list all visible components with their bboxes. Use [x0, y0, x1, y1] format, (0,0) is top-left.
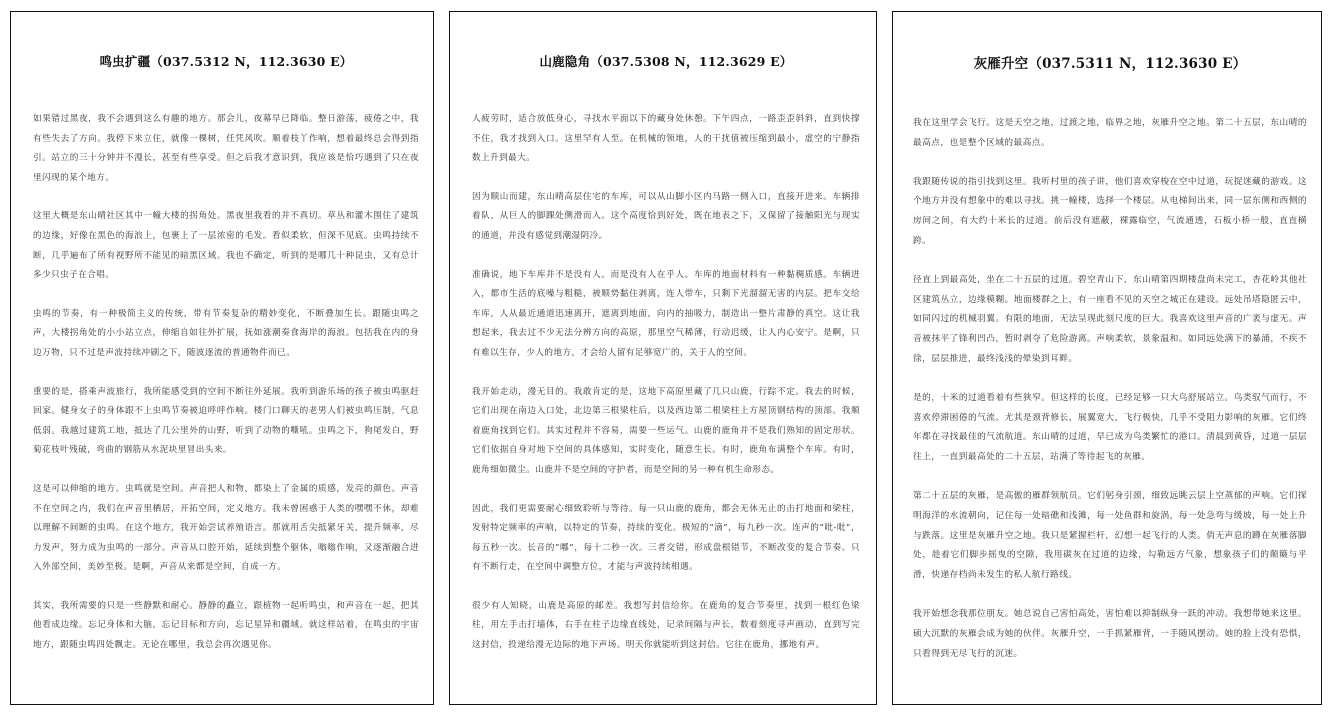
paragraph: 人疲劳时，适合放低身心，寻找水平面以下的藏身处休憩。下午四点，一路歪歪斜斜，直到快撑不住，我才找到入口。这里罕有人至。在机械的领地，人的干扰值被压缩到最小，虚空的宁静指数上升到最大。 — [472, 114, 860, 164]
paragraph: 其实，我所需要的只是一些静默和耐心。静静的矗立，跟植物一起听鸣虫，和声音在一起，把其他看成边缘。忘记身体和大脑，忘记目标和方向，忘记星异和疆域。就这样站着，在鸣虫的宇宙地方，跟随虫鸣四处飘走。无论在哪里，我总会再次遇见你。 — [33, 600, 419, 651]
paragraph: 我开始想念我那位朋友。她总说自己害怕高处，害怕难以抑制纵身一跃的冲动。我想带她来这里。硕大沉默的灰雁会成为她的伙伴。灰雁升空，一手抓紧雁背，一手随风摆动。她的脸上没有恐惧，只看得到无尽飞行的沉迷。 — [913, 608, 1307, 659]
paragraph: 径直上到最高处，坐在二十五层的过道。碧空青山下，东山晴第四期楼盘尚未完工，杏花岭其他社区建筑丛立，边缘模糊。地面楼群之上，有一座看不见的天空之城正在建设。远处吊塔隐匿云中，如同闪过的机械羽翼。有限的地面，无法呈现此刻尺度的巨大。我喜欢这里声音的广袤与虚无。声音被抹平了锋利凹凸，暂时剥夺了危险游离。声响柔软，景象温和。如同远处满下的暴涌，不疾不徐，层层推进，最终浅浅的晕染到耳畔。 — [913, 274, 1307, 364]
paragraph: 我开始走动，漫无目的。我敢肯定的是，这地下高原里藏了几只山鹿，行踪不定。我去的时候，它们出现在南边入口处，北边第三根梁柱后，以及西边第二根梁柱上方屋顶钢结构的顶部。我顺着鹿角找到它们。其实过程并不容易，需要一些运气。山鹿的鹿角并不是我们熟知的固定形状。它们依据自身对地下空间的具体感知，实时变化，随意生长。有时，鹿角布满整个车库。有时，鹿角细如微尘。山鹿并不是空间的守护者，而是空间的另一种有机生命形态。 — [472, 386, 860, 475]
page-title: 山鹿隐角（037.5308 N，112.3629 E） — [539, 54, 793, 69]
paragraph: 这是可以伸缩的地方。虫鸣就是空间。声音把人和物，都染上了金属的质感，发亮的颜色。声音不在空间之内，我们在声音里栖居，开拓空间，定义地方。我未曾困惑于人类的嘿嘿不休，却难以理解不间断的虫鸣。在这个地方，我开始尝试养殖语言。那就用舌尖抵紧牙关，提升频率，尽力发声，努力成为虫鸣的一部分。声音从口腔开始，延续到整个躯体，嗡嗡作响，又逐渐融合进入外部空间，美妙至极。是啊，声音从来都是空间，自成一方。 — [33, 483, 419, 573]
page-title: 灰雁升空（037.5311 N，112.3630 E） — [973, 56, 1247, 72]
paragraph: 这里大概是东山晴社区其中一幢大楼的拐角处。黑夜里我看的并不真切。草丛和灌木围住了建筑的边缘，好像在黑色的海浪上，包裹上了一层浓密的毛发。看似柔软，但深不见底。虫鸣持续不断，几乎遍布了所有视野所不能见的暗黑区域。我也不确定，听到的是哪几十种昆虫，又有总计多少只虫子在合唱。 — [33, 211, 419, 281]
paragraph: 如果错过黑夜，我不会遇到这么有趣的地方。那会儿，夜幕早已降临。整日游荡，疲倦之中，我有些失去了方向。我停下来立住，就像一棵树，任凭风吹。顺着枝丫作响，想着最终总会得到指引。站立的三十分钟并不漫长，甚至有些享受。但之后我才意识到，我应该是恰巧遇到了只在夜里闪现的某个地方。 — [33, 114, 419, 183]
paragraph: 是的，十米的过道看着有些狭窄。但这样的长度，已经足够一只大鸟舒展站立。鸟类驭气而行，不喜欢停滞困倦的气流。尤其是颈背修长，展翼宽大，飞行极快，几乎不受阻力影响的灰雁。它们终年都在寻找最佳的气流航道。东山晴的过道，早已成为鸟类繁忙的港口。清晨到黄昏，过道一层层往上，一直到最高处的二十五层，站满了等待起飞的灰雁。 — [913, 392, 1307, 463]
paragraph: 我跟随传说的指引找到这里。我听村里的孩子讲，他们喜欢穿梭在空中过道，玩捉迷藏的游戏。这个地方并没有想象中的难以寻找。挑一幢楼，选择一个楼层。从电梯间出来，同一层东侧和西侧的房间之间，有大约十米长的过道。前后没有遮蔽，裸露临空，气流通透，石板小桥一般，直直横跨。 — [913, 176, 1307, 246]
paragraph: 很少有人知晓，山鹿是高原的邮差。我想写封信给你。在鹿角的复合节奏里，找到一根红色梁柱，用左手击打墙体，右手在柱子边缘直线处，记录间隔与声长，数着刻度寻声画动，直到写完这封信，投递给漫无边际的地下声场。明天你就能听到这封信。它往在鹿角，挪地有声。 — [472, 600, 860, 651]
page-title: 鸣虫扩疆（037.5312 N，112.3630 E） — [99, 54, 353, 69]
paragraph: 重要的是，搭乘声波旅行，我所能感受到的空间不断往外延展。我听到游乐场的孩子被虫鸣驱赶回家。健身女子的身体跟不上虫鸣节奏被迫呼呼作响。楼门口聊天的老男人们被虫鸣压制，气息低弱。我越过建筑工地，抵达了几公里外的山野，听到了动物的嘶吼。虫鸣之下，狗尾发白，野菊花枝叶残破，弯曲的钢筋从水泥块里冒出头来。 — [33, 386, 419, 456]
paragraph: 因为顺山而建，东山晴高层住宅的车库，可以从山脚小区内马路一侧入口，直接开进来。车辆排着队，从巨人的脚踝处侧滑而入。这个高度恰到好处，既在地表之下，又保留了接触阳光与现实的通道，并没有感觉到潮湿阴冷。 — [472, 191, 860, 241]
document-page-1 — [10, 11, 434, 705]
paragraph: 因此，我们更需要耐心细致聆听与等待。每一只山鹿的鹿角，都会无休无止的击打地面和梁柱，发射特定频率的声响，以特定的节奏，持续的变化。极短的“滴”，每九秒一次。连声的“吡-吡”，每五秒一次。长音的“嘟”，每十二秒一次。三者交错，形成盘根错节，不断改变的复合节奏。只有不断行走，在空间中调整方位，才能与声波持续相遇。 — [472, 503, 860, 573]
paragraph: 准确说，地下车库并不是没有人。而是没有人在乎人。车库的地面材料有一种黏稠质感。车辆进入，都市生活的底噪与粗糙，被顺势黏住剥离，连人带车，只剩下光溜溜无害的内层。把车交给车库，人从最近通道迅速离开，遮离到地面，向内的抽吸力，制造出一整片肃静的真空。这让我想起来，我去过不少无法分辨方向的高原，那里空气稀薄，行动迟缓，让人内心安宁。是啊，只有难以生存，少人的地方，才会给人留有足够宽广的，关于人的空间。 — [472, 269, 860, 358]
paragraph: 虫鸣的节奏，有一种极简主义的传统，带有节奏复杂的精妙变化，不断叠加生长。跟随虫鸣之声，大楼拐角处的小小站立点，伸缩自如往外扩展，抚如涨潮奏食海岸的海浪。包括我在内的身边万物，只不过是声波持续冲刷之下，随波逐流的普通物件而已。 — [33, 308, 419, 358]
document-page-2 — [449, 11, 877, 705]
paragraph: 第二十五层的灰雁，是高傲的雁群领航员。它们躬身引颈，细致远眺云层上空蒸郁的声响。它们探明海洋的水流朝向，记住每一处暗礁和浅滩，每一处鱼群和旋涡，每一处急弯与缓坡，每一处上升与跌落。这里是灰雁升空之地。我只是紧握栏杆，幻想一起飞行的人类。俏无声息的蹲在灰雁落脚处，趁着它们脚步摇曳的空隙，我用碳灰在过道的边缘，勾勒远方气象，想象孩子们的颠簸与平滑，快递存档尚未发生的私人航行路线。 — [913, 490, 1307, 581]
paragraph: 我在这里学会飞行。这是天空之地，过渡之地，临界之地，灰雁升空之地。第二十五层，东山晴的最高点，也是整个区域的最高点。 — [913, 118, 1307, 148]
document-page-3 — [892, 11, 1322, 705]
